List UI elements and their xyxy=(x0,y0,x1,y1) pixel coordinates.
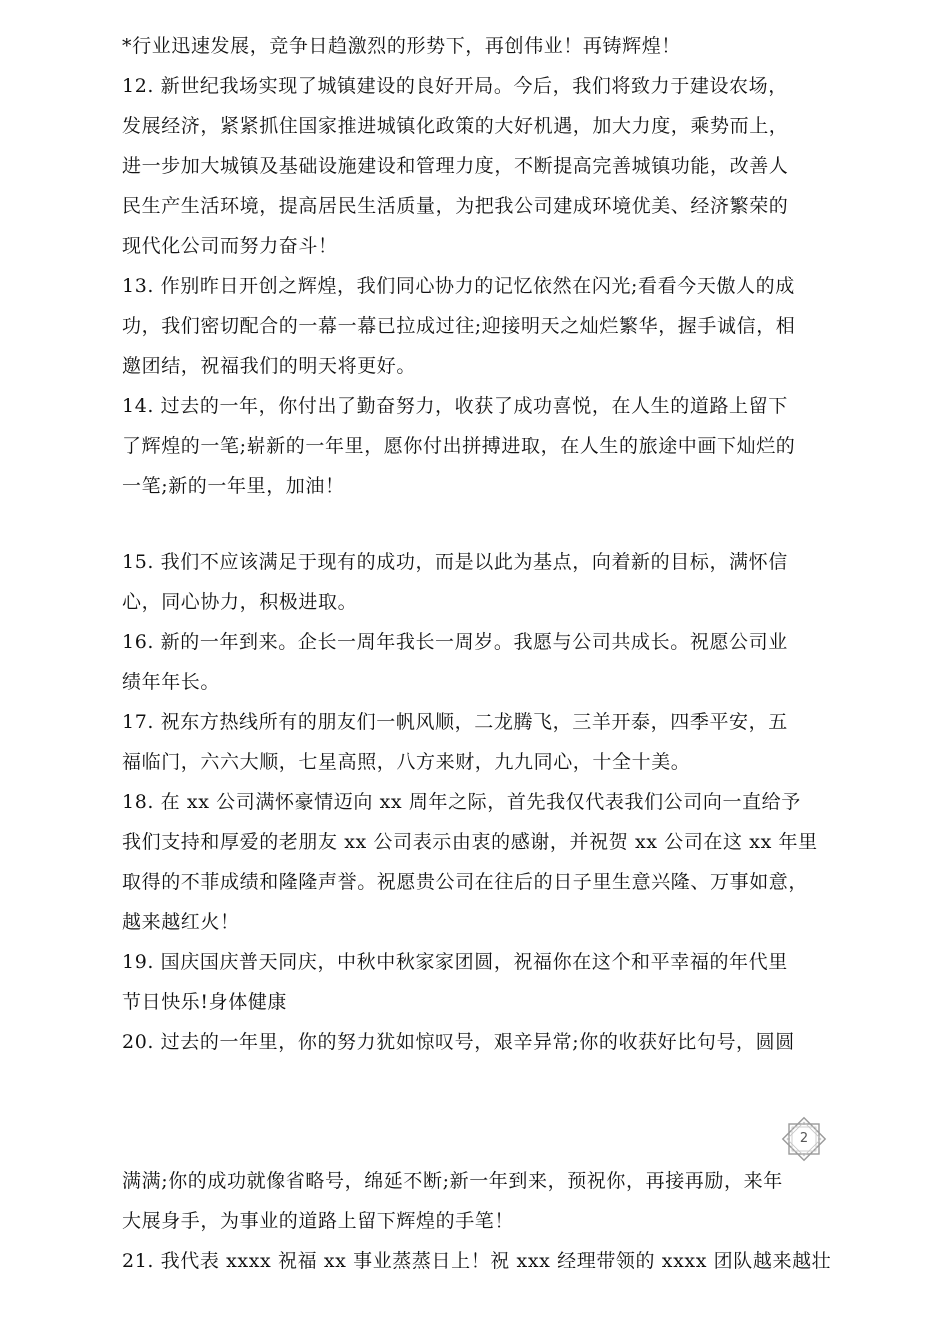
page-number-badge xyxy=(778,1113,830,1165)
text-line: 大展身手，为事业的道路上留下辉煌的手笔！ xyxy=(122,1210,515,1232)
text-line: *行业迅速发展，竞争日趋激烈的形势下，再创伟业！再铸辉煌！ xyxy=(122,35,681,57)
text-line: 邀团结，祝福我们的明天将更好。 xyxy=(122,355,417,377)
text-block-bottom xyxy=(122,1161,832,1281)
text-line: 12. 新世纪我场实现了城镇建设的良好开局。今后，我们将致力于建设农场， xyxy=(122,75,788,97)
text-line: 心，同心协力，积极进取。 xyxy=(122,591,358,613)
text-line: 功，我们密切配合的一幕一幕已拉成过往;迎接明天之灿烂繁华，握手诚信，相 xyxy=(122,315,796,337)
text-line: 16. 新的一年到来。企长一周年我长一周岁。我愿与公司共成长。祝愿公司业 xyxy=(122,631,788,653)
text-line: 越来越红火！ xyxy=(122,911,240,933)
page-number: 2 xyxy=(799,1131,809,1146)
text-block-middle xyxy=(122,542,832,1062)
text-line: 绩年年长。 xyxy=(122,671,221,693)
text-line: 发展经济，紧紧抓住国家推进城镇化政策的大好机遇，加大力度，乘势而上， xyxy=(122,115,789,137)
text-block-top xyxy=(122,26,832,506)
text-line: 18. 在 xx 公司满怀豪情迈向 xx 周年之际，首先我仅代表我们公司向一直给予 xyxy=(122,791,801,813)
text-line: 福临门，六六大顺，七星高照，八方来财，九九同心，十全十美。 xyxy=(122,751,691,773)
text-line: 19. 国庆国庆普天同庆，中秋中秋家家团圆，祝福你在这个和平幸福的年代里 xyxy=(122,951,788,973)
text-line: 17. 祝东方热线所有的朋友们一帆风顺，二龙腾飞，三羊开泰，四季平安，五 xyxy=(122,711,788,733)
text-line: 21. 我代表 xxxx 祝福 xx 事业蒸蒸日上！祝 xxx 经理带领的 xxxx 团队越来越壮 xyxy=(122,1250,832,1272)
text-line: 一笔;新的一年里，加油！ xyxy=(122,475,345,497)
text-line: 民生产生活环境，提高居民生活质量，为把我公司建成环境优美、经济繁荣的 xyxy=(122,195,789,217)
text-line: 15. 我们不应该满足于现有的成功，而是以此为基点，向着新的目标，满怀信 xyxy=(122,551,788,573)
text-line: 14. 过去的一年，你付出了勤奋努力，收获了成功喜悦，在人生的道路上留下 xyxy=(122,395,788,417)
text-line: 取得的不菲成绩和隆隆声誉。祝愿贵公司在往后的日子里生意兴隆、万事如意， xyxy=(122,871,809,893)
text-line: 满满;你的成功就像省略号，绵延不断;新一年到来，预祝你，再接再励，来年 xyxy=(122,1170,783,1192)
text-line: 现代化公司而努力奋斗！ xyxy=(122,235,338,257)
text-line: 20. 过去的一年里，你的努力犹如惊叹号，艰辛异常;你的收获好比句号，圆圆 xyxy=(122,1031,795,1053)
text-line: 了辉煌的一笔;崭新的一年里，愿你付出拼搏进取，在人生的旅途中画下灿烂的 xyxy=(122,435,796,457)
text-line: 我们支持和厚爱的老朋友 xx 公司表示由衷的感谢，并祝贺 xx 公司在这 xx 年里 xyxy=(122,831,818,853)
text-line: 进一步加大城镇及基础设施建设和管理力度，不断提高完善城镇功能，改善人 xyxy=(122,155,789,177)
text-line: 节日快乐!身体健康 xyxy=(122,991,288,1013)
text-line: 13. 作别昨日开创之辉煌，我们同心协力的记忆依然在闪光;看看今天傲人的成 xyxy=(122,275,795,297)
